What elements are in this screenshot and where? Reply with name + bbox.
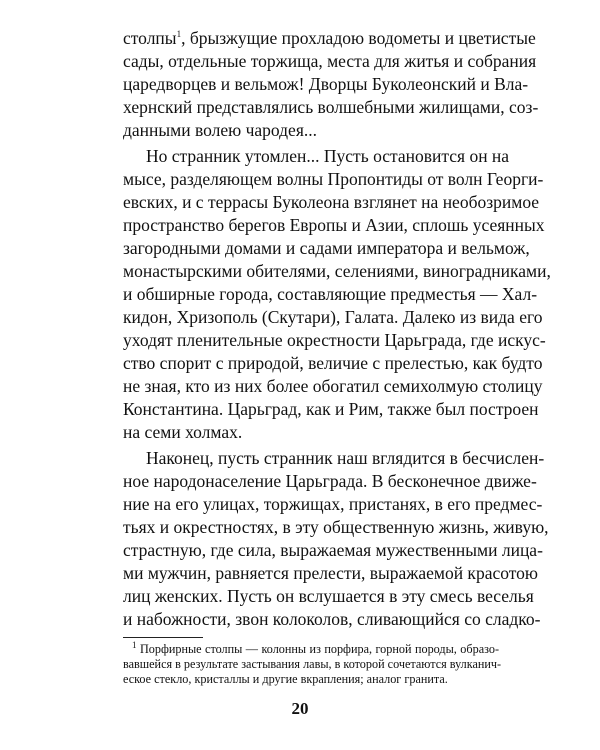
body-line-16: не зная, кто из них более обогатил семихолмую столицу: [123, 376, 543, 396]
body-line-10: загородными домами и садами императора и вельмож,: [123, 238, 530, 258]
body-line-7: мысе, разделяющем волны Пропонтиды от волн Георги-: [123, 169, 544, 189]
body-line-5: данными волею чародея...: [123, 120, 317, 140]
body-line-26: и набожности, звон колоколов, сливающийся со сладко-: [123, 609, 541, 629]
body-line-21: ние на его улицах, торжищах, пристанях, в его предмес-: [123, 494, 543, 514]
footnote-line-1-text: Порфирные столпы — колонны из порфира, горной породы, образо-: [139, 642, 500, 656]
body-line-14: уходят пленительные окрестности Царьграда, где искус-: [123, 330, 546, 350]
body-line-11: монастырскими обителями, селениями, виноградниками,: [123, 261, 551, 281]
body-line-1-rest: , брызжущие прохладою водометы и цветистые: [181, 28, 536, 48]
body-line-3: царедворцев и вельмож! Дворцы Буколеонский и Вла-: [123, 74, 529, 94]
footnote-line-3: еское стекло, кристаллы и другие вкрапления; аналог гранита.: [123, 672, 448, 686]
footnote-line-2: вавшейся в результате застывания лавы, в которой сочетаются вулканич-: [123, 657, 502, 671]
body-line-20: ное народонаселение Царьграда. В бесконечное движе-: [123, 471, 537, 491]
body-line-12: и обширные города, составляющие предместья — Хал-: [123, 284, 538, 304]
body-line-2: сады, отдельные торжища, места для житья и собрания: [123, 51, 537, 71]
body-line-13: кидон, Хризополь (Скутари), Галата. Далеко из вида его: [123, 307, 543, 327]
footnote-marker: 1: [132, 639, 137, 650]
body-line-22: тьях и окрестностях, в эту общественную жизнь, живую,: [123, 517, 549, 537]
body-line-9: пространство берегов Европы и Азии, сплошь усеянных: [123, 215, 545, 235]
body-line-24: ми мужчин, равняется прелести, выражаемой красотою: [123, 563, 538, 583]
body-line-23: страстную, где сила, выражаемая мужественными лица-: [123, 540, 543, 560]
body-line-1-start: столпы: [123, 28, 177, 48]
body-line-8: евских, и с террасы Буколеона взглянет на необозримое: [123, 192, 540, 212]
footnote-reference: 1: [176, 29, 182, 40]
footnote-line-1: [132, 641, 499, 657]
body-line-1: [123, 27, 536, 50]
body-line-6: Но странник утомлен... Пусть остановится он на: [146, 146, 510, 166]
body-line-19: Наконец, пусть странник наш вглядится в бесчислен-: [146, 448, 545, 468]
body-line-17: Константина. Царьград, как и Рим, также был построен: [123, 399, 539, 419]
body-line-18: на семи холмах.: [123, 422, 243, 442]
body-line-4: хернский представлялись волшебными жилищами, соз-: [123, 97, 539, 117]
page-number: 20: [291, 699, 309, 718]
footnote-divider: [123, 637, 203, 638]
body-line-25: лиц женских. Пусть он вслушается в эту смесь веселья: [123, 586, 534, 606]
body-line-15: ство спорит с природой, величие с прелестью, как будто: [123, 353, 543, 373]
